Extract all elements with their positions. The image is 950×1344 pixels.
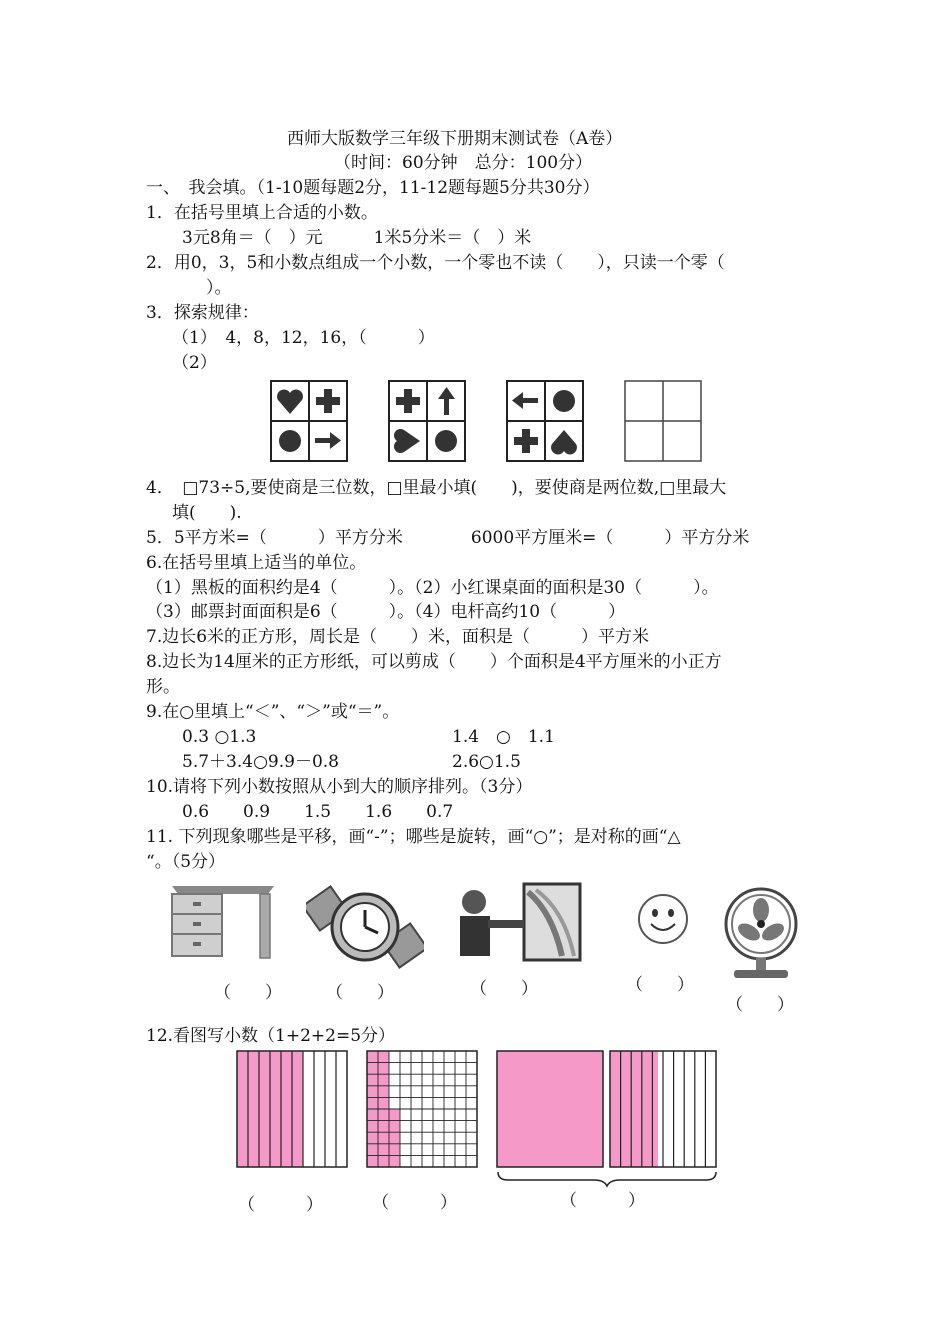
question-1-items: 3元8角＝（ ）元 1米5分米＝（ ）米: [182, 228, 532, 248]
question-6-text: 6.在括号里填上适当的单位。: [146, 553, 367, 573]
pattern-box-answer: [624, 380, 702, 462]
question-5-text: 5．5平方米=（ ）平方分米 6000平方厘米=（ ）平方分米: [146, 528, 750, 548]
question-6-line-2: （3）邮票封面面积是6（ ）。（4）电杆高约10（ ）: [146, 602, 626, 622]
question-10-numbers: 0.6 0.9 1.5 1.6 0.7: [182, 802, 454, 822]
question-4-text: 4． □73÷5,要使商是三位数，□里最小填( )，要使商是两位数,□里最大: [146, 478, 727, 498]
question-9-text: 9.在○里填上“＜”、“＞”或“＝”。: [146, 702, 400, 722]
question-11-text-cont: “。（5分）: [146, 852, 226, 872]
answer-paren-12-3: （ ）: [560, 1191, 645, 1211]
question-9-item-d: 2.6○1.5: [452, 752, 521, 772]
circle-icon: [553, 390, 575, 412]
question-2-text: 2．用0，3，5和小数点组成一个小数，一个零也不读（ ），只读一个零（: [146, 253, 725, 273]
question-12-text: 12.看图写小数（1+2+2=5分）: [146, 1026, 396, 1046]
window-pushing-picture: [452, 882, 582, 962]
question-3-part-2: （2）: [172, 353, 217, 373]
hundredths-grid-figure: [366, 1050, 478, 1168]
answer-paren-smiley: （ ）: [626, 975, 694, 995]
answer-paren-watch: （ ）: [326, 983, 394, 1003]
circle-icon: [435, 430, 457, 452]
answer-paren-desk: （ ）: [214, 983, 282, 1003]
pattern-box-2: [388, 380, 466, 462]
smiley-picture: [636, 892, 690, 946]
question-6-line-1: （1）黑板的面积约是4（ ）。（2）小红课桌面的面积是30（ ）。: [146, 578, 719, 598]
question-11-text: 11. 下列现象哪些是平移，画“-”；哪些是旋转，画“○”；是对称的画“△: [146, 827, 681, 847]
question-1-text: 1．在括号里填上合适的小数。: [146, 203, 378, 223]
question-9-item-b: 1.4 ○ 1.1: [452, 727, 555, 747]
question-7-text: 7.边长6米的正方形，周长是（ ）米，面积是（ ）平方米: [146, 627, 650, 647]
answer-paren-12-1: （ ）: [238, 1195, 323, 1215]
circle-icon: [279, 430, 301, 452]
question-8-text: 8.边长为14厘米的正方形纸，可以剪成（ ）个面积是4平方厘米的小正方: [146, 652, 722, 672]
answer-paren-window: （ ）: [470, 979, 538, 999]
answer-paren-12-2: （ ）: [372, 1193, 457, 1213]
page-title: 西师大版数学三年级下册期末测试卷（A卷）: [287, 129, 623, 149]
desk-picture: [168, 880, 278, 962]
tenths-strip-figure-1: [236, 1050, 348, 1168]
question-3-part-1: （1） 4，8，12，16，（ ）: [172, 328, 435, 348]
section-heading: 一、 我会填。（1-10题每题2分，11-12题每题5分共30分）: [146, 178, 600, 198]
question-4-text-cont: 填( ).: [172, 503, 242, 523]
page-subtitle: （时间：60分钟 总分：100分）: [334, 153, 593, 173]
question-9-item-c: 5.7＋3.4○9.9－0.8: [182, 752, 339, 772]
question-10-text: 10.请将下列小数按照从小到大的顺序排列。（3分）: [146, 777, 533, 797]
watch-picture: [306, 878, 424, 976]
brace-icon: [498, 1172, 716, 1186]
question-8-text-cont: 形。: [146, 677, 180, 697]
question-2-text-cont: ）。: [206, 278, 232, 298]
question-9-item-a: 0.3 ○1.3: [182, 727, 257, 747]
question-3-text: 3．探索规律：: [146, 303, 259, 323]
pattern-box-3: [506, 380, 584, 462]
fan-picture: [722, 886, 800, 982]
whole-and-tenths-figure: [494, 1048, 720, 1188]
pattern-box-1: [270, 380, 348, 462]
answer-paren-fan: （ ）: [726, 995, 794, 1015]
